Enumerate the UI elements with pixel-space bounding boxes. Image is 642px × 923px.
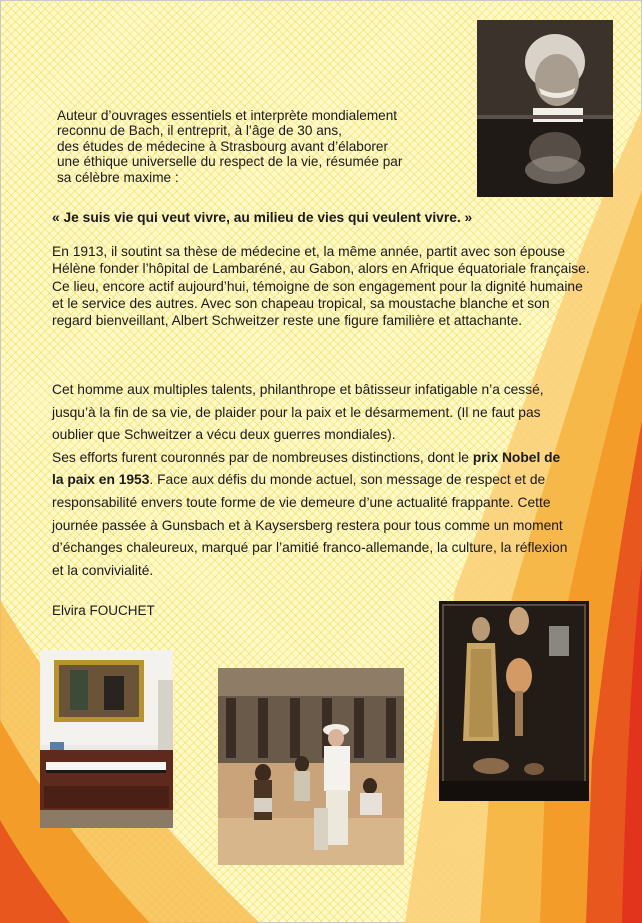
intro-line: des études de médecine à Strasbourg avant d’élaborer: [57, 138, 388, 154]
paragraph-text: Cet homme aux multiples talents, philanthrope et bâtisseur infatigable n’a cessé, jusqu’à la fin de sa vie, de plaider pour la paix et le désarmement. (Il ne faut pas oublier que Schweitzer a vécu deux guerres mondiales).: [52, 382, 544, 443]
intro-text: [57, 108, 427, 185]
piano-room-photo: [40, 650, 173, 828]
intro-line: sa célèbre maxime :: [57, 169, 179, 185]
portrait-photo: [477, 20, 613, 197]
intro-line: Auteur d’ouvrages essentiels et interprète mondialement: [57, 108, 398, 123]
paragraph-text: Ses efforts furent couronnés par de nombreuses distinctions, dont le: [52, 449, 469, 465]
nobel-highlight: prix Nobel de la paix en 1953: [52, 449, 561, 488]
paragraph-lambarene: En 1913, il soutint sa thèse de médecine et, la même année, partit avec son épouse Hélène fonder l’hôpital de Lambaréné, au Gabon, alors en Afrique équatoriale française. Ce lieu, encore actif aujourd’hui, témoigne de son engagement pour la dignité humaine et le service des autres. Avec son chapeau tropical, sa moustache blanche et son regard bienveillant, Albert Schweitzer reste une figure familière et attachante.: [52, 244, 590, 329]
intro-line: reconnu de Bach, il entreprit, à l’âge de 30 ans,: [57, 123, 342, 139]
paragraph-legacy: [52, 379, 572, 582]
paragraph-text: . Face aux défis du monde actuel, son message de respect et de responsabilité envers toute forme de vie demeure d’une actualité frappante. Cette journée passée à Gunsbach et à Kaysersberg restera pour tous comme un moment d’échanges chaleureux, marqué par l’amitié franco-allemande, la culture, la réflexion et la convivialité.: [52, 472, 568, 578]
masks-display-photo: [439, 601, 589, 801]
author-signature: Elvira FOUCHET: [52, 603, 155, 618]
intro-line: une éthique universelle du respect de la vie, résumée par: [57, 154, 403, 170]
schweitzer-quote: « Je suis vie qui veut vivre, au milieu de vies qui veulent vivre. »: [52, 210, 473, 225]
lambarene-group-photo: [218, 668, 404, 865]
